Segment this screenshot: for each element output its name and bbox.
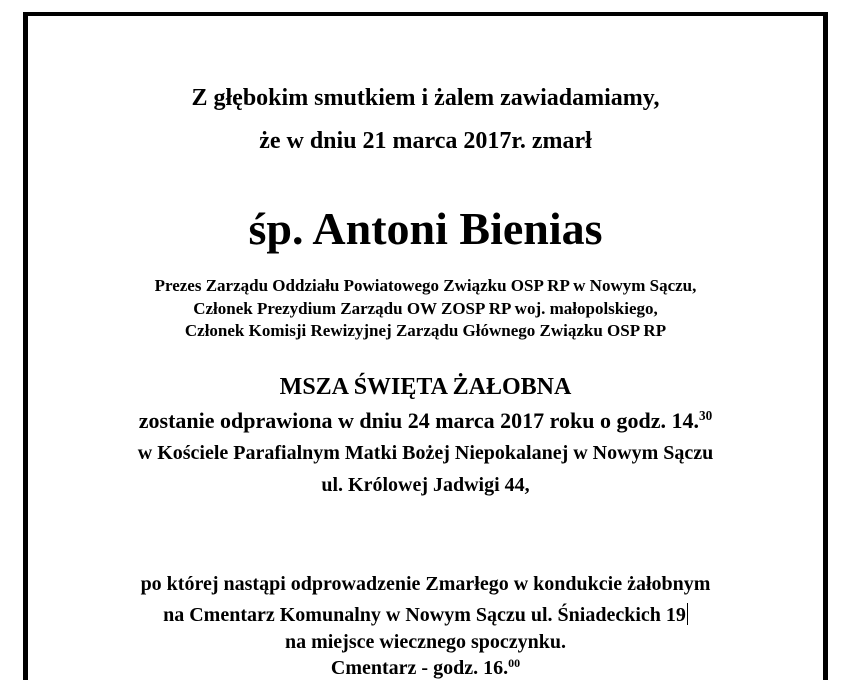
role-line-1: Prezes Zarządu Oddziału Powiatowego Związku OSP RP w Nowym Sączu,: [154, 276, 697, 295]
mass-line-1: [28, 410, 823, 432]
frame-top-border: [23, 12, 828, 16]
procession-line-2[interactable]: [28, 603, 823, 625]
role-line-2: Członek Prezydium Zarządu OW ZOSP RP woj. małopolskiego,: [193, 299, 658, 318]
mass-line-2: w Kościele Parafialnym Matki Bożej Niepokalanej w Nowym Sączu: [137, 442, 714, 464]
procession-line-3: na miejsce wiecznego spoczynku.: [284, 631, 567, 653]
mass-date-text: zostanie odprawiona w dniu 24 marca 2017 roku o godz. 14.: [138, 408, 700, 433]
cemetery-time-text: Cmentarz - godz. 16.: [330, 657, 509, 679]
intro-line-2: że w dniu 21 marca 2017r. zmarł: [259, 128, 592, 154]
mass-line-3: ul. Królowej Jadwigi 44,: [321, 474, 530, 496]
procession-line-2-text: na Cmentarz Komunalny w Nowym Sączu ul. Śniadeckich 19: [163, 604, 686, 626]
cemetery-time-minutes: 00: [508, 655, 521, 670]
frame-right-border: [823, 12, 828, 680]
text-cursor: [687, 603, 688, 625]
procession-line-1: po której nastąpi odprowadzenie Zmarłego w kondukcie żałobnym: [140, 573, 711, 595]
procession-line-4: [28, 655, 823, 679]
mass-heading: MSZA ŚWIĘTA ŻAŁOBNA: [279, 374, 572, 400]
intro-line-1: Z głębokim smutkiem i żalem zawiadamiamy,: [191, 85, 660, 111]
deceased-name: śp. Antoni Bienias: [248, 203, 603, 254]
role-line-3: Członek Komisji Rewizyjnej Zarządu Głównego Związku OSP RP: [184, 321, 667, 340]
mass-time-minutes: 30: [699, 408, 713, 424]
